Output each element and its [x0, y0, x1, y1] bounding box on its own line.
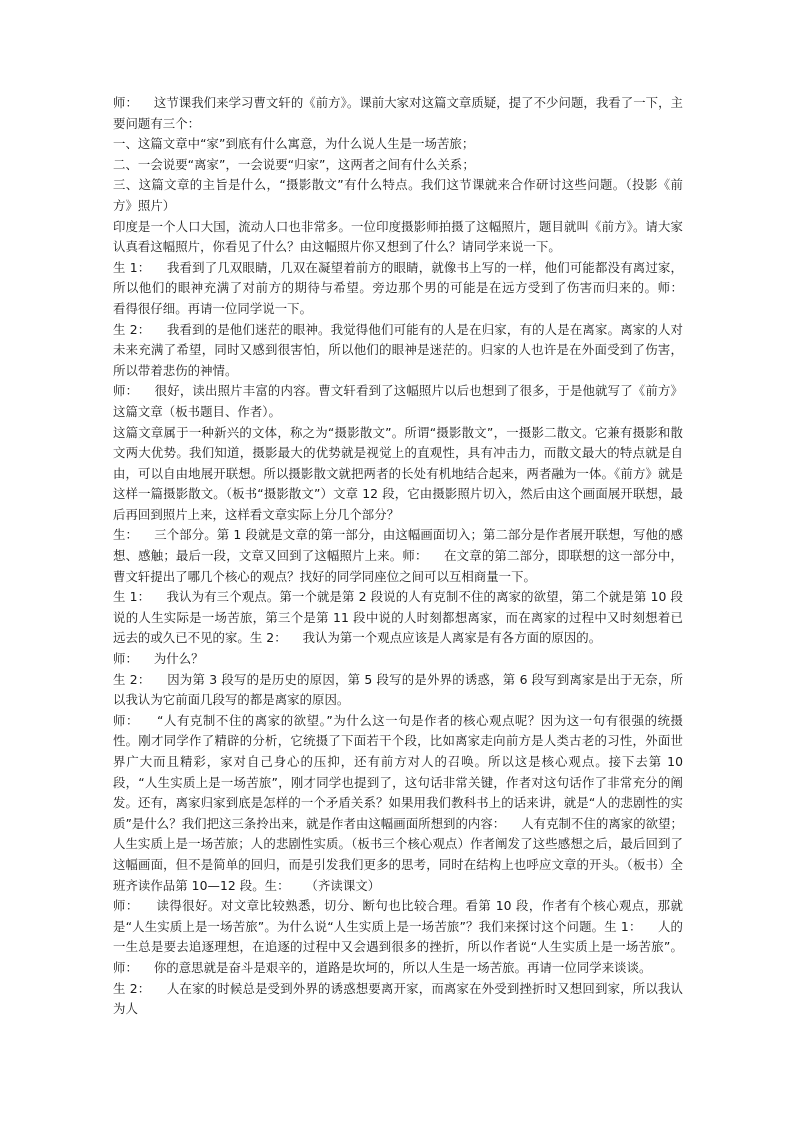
photo-essay-explanation: 这篇文章属于一种新兴的文体，称之为“摄影散文”。所谓“摄影散文”，一摄影二散文。它兼有摄影和散文两大优势。我们知道，摄影最大的优势就是视觉上的直观性，具有冲击力，而散文最大的特点就是自由，可以自由地展开联想。所以摄影散文就把两者的长处有机地结合起来，两者融为一体。《前方》就是这样一篇摄影散文。（板书“摄影散文”）文章 12 段，它由摄影照片切入，然后由这个画面展开联想，最后再回到照片上来，这样看文章实际上分几个部分？	[113, 424, 683, 522]
teacher-bitter-journey-discussion: 师： 读得很好。对文章比较熟悉，切分、断句也比较合理。看第 10 段，作者有个核心观点，那就是“人生实质上是一场苦旅”。为什么说“人生实质上是一场苦旅”？我们来探讨这个问题。生 1： 人的一生总是要去追逐理想，在追逐的过程中又会遇到很多的挫折，所以作者说“人生实质上是一场苦旅”。师： 你的意思就是奋斗是艰辛的，道路是坎坷的，所以人生是一场苦旅。再请一位同学来谈谈。	[113, 898, 683, 975]
teacher-why-question: 师： 为什么？	[113, 651, 204, 667]
document-body	[113, 93, 699, 1020]
student-2-final-answer: 生 2： 人在家的时候总是受到外界的诱惑想要离开家，而离家在外受到挫折时又想回到家，所以我认为人	[113, 980, 683, 1017]
teacher-comment: 师： 很好，读出照片丰富的内容。曹文轩看到了这幅照片以后也想到了很多，于是他就写了《前方》这篇文章（板书题目、作者）。	[113, 383, 683, 419]
question-two: 二、一会说要“离家”，一会说要“归家”，这两者之间有什么关系；	[113, 156, 475, 172]
student-three-parts-answer: 生： 三个部分。第 1 段就是文章的第一部分，由这幅画面切入；第二部分是作者展开联想，写他的感想、感触；最后一段，文章又回到了这幅照片上来。师： 在文章的第二部分，即联想的这一部分中，曹文轩提出了哪几个核心的观点？找好的同学同座位之间可以互相商量一下。	[113, 527, 683, 584]
student-2-answer: 生 2： 我看到的是他们迷茫的眼神。我觉得他们可能有的人是在归家，有的人是在离家。离家的人对未来充满了希望，同时又感到很害怕，所以他们的眼神是迷茫的。归家的人也许是在外面受到了伤害，所以带着悲伤的神情。	[113, 321, 683, 378]
question-three: 三、这篇文章的主旨是什么，“摄影散文”有什么特点。我们这节课就来合作研讨这些问题。（投影《前方》照片）	[113, 177, 683, 213]
student-three-views-answer: 生 1： 我认为有三个观点。第一个就是第 2 段说的人有克制不住的离家的欲望，第二个就是第 10 段说的人生实际是一场苦旅，第三个是第 11 段中说的人时刻都想离家，而在离家的过程中又时刻想着已远去的或久已不见的家。生 2： 我认为第一个观点应该是人离家是有各方面的原因的。	[113, 589, 683, 646]
question-one: 一、这篇文章中“家”到底有什么寓意，为什么说人生是一场苦旅；	[113, 136, 475, 152]
photo-intro-paragraph: 印度是一个人口大国，流动人口也非常多。一位印度摄影师拍摄了这幅照片，题目就叫《前方》。请大家认真看这幅照片，你看见了什么？由这幅照片你又想到了什么？请同学来说一下。	[113, 218, 683, 255]
student-1-answer: 生 1： 我看到了几双眼睛，几双在凝望着前方的眼睛，就像书上写的一样，他们可能都没有离过家，所以他们的眼神充满了对前方的期待与希望。旁边那个男的可能是在远方受到了伤害而归来的。师： 看得很仔细。再请一位同学说一下。	[113, 259, 699, 316]
teacher-core-views-explanation: 师： “人有克制不住的离家的欲望。”为什么这一句是作者的核心观点呢？因为这一句有很强的统摄性。刚才同学作了精辟的分析，它统摄了下面若干个段，比如离家走向前方是人类古老的习性，外面世界广大而且精彩，家对自己身心的压抑，还有前方对人的召唤。所以这是核心观点。接下去第 10 段，“人生实质上是一场苦旅”，刚才同学也提到了，这句话非常关键，作者对这句话作了非常充分的阐发。还有，离家归家到底是怎样的一个矛盾关系？如果用我们教科书上的话来讲，就是“人的悲剧性的实质”是什么？我们把这三条拎出来，就是作者由这幅画面所想到的内容： 人有克制不住的离家的欲望；人生实质上是一场苦旅；人的悲剧性实质。（板书三个核心观点）作者阐发了这些感想之后，最后回到了这幅画面，但不是简单的回归，而是引发我们更多的思考，同时在结构上也呼应文章的开头。（板书）全班齐读作品第 10—12 段。生： （齐读课文）	[113, 712, 687, 893]
student-2-reason-answer: 生 2： 因为第 3 段写的是历史的原因，第 5 段写的是外界的诱惑，第 6 段写到离家是出于无奈，所以我认为它前面几段写的都是离家的原因。	[113, 671, 683, 708]
teacher-intro-paragraph: 师： 这节课我们来学习曹文轩的《前方》。课前大家对这篇文章质疑，提了不少问题，我看了一下，主要问题有三个：	[113, 95, 683, 131]
